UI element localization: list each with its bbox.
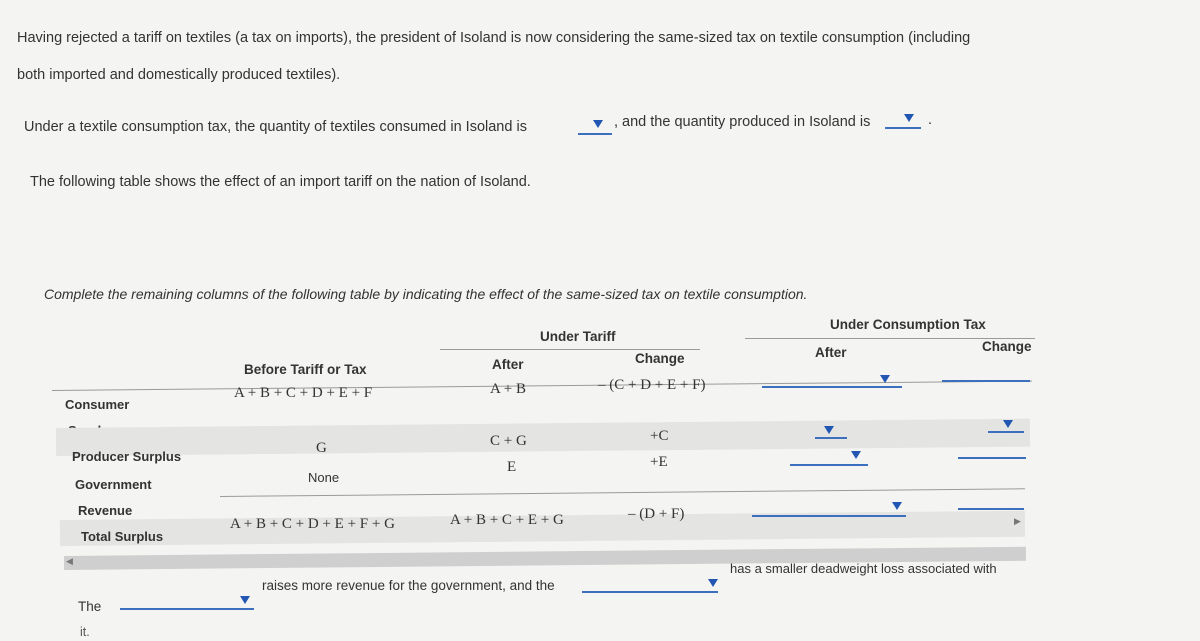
producer-change-dropdown[interactable] [988, 431, 1024, 433]
complete-instruction: Complete the remaining columns of the following table by indicating the effect of the same-sized tax on textile consumption. [44, 286, 808, 302]
producer-change-arrow-icon[interactable] [1003, 420, 1013, 428]
bottom-the: The [78, 599, 102, 614]
government-change-value: +E [650, 454, 668, 470]
bottom-middle-text: raises more revenue for the government, and the [262, 578, 555, 593]
table-intro: The following table shows the effect of an import tariff on the nation of Isoland. [30, 174, 531, 190]
header-under-tariff: Under Tariff [540, 329, 616, 344]
total-after-arrow-icon[interactable] [892, 502, 902, 510]
revenue-policy-arrow-icon[interactable] [240, 596, 250, 604]
row-label-producer: Producer Surplus [72, 449, 182, 464]
government-after-dropdown[interactable] [790, 464, 868, 466]
header-after-tariff: After [492, 357, 524, 372]
government-after-value: E [507, 459, 517, 475]
row-label-consumer: Consumer [65, 397, 130, 412]
under-tariff-rule [440, 349, 700, 350]
consumer-before-value: A + B + C + D + E + F [234, 385, 373, 401]
total-before-value: A + B + C + D + E + F + G [230, 516, 395, 532]
producer-change-value: +C [650, 428, 669, 444]
government-change-dropdown[interactable] [958, 457, 1026, 459]
deadweight-policy-dropdown[interactable] [582, 591, 718, 593]
question1-period: . [928, 112, 933, 128]
producer-before-value: G [316, 440, 327, 456]
total-change-dropdown[interactable] [958, 508, 1024, 510]
header-before-tariff: Before Tariff or Tax [244, 362, 367, 377]
government-before-value: None [308, 470, 340, 485]
row-label-government: Government [75, 477, 152, 492]
consumer-after-value: A + B [490, 381, 526, 397]
consumer-change-dropdown[interactable] [942, 380, 1030, 382]
producer-after-dropdown[interactable] [815, 437, 847, 439]
row-label-total: Total Surplus [81, 529, 164, 544]
consumed-quantity-dropdown[interactable] [578, 133, 612, 135]
header-change-tariff: Change [635, 351, 685, 366]
question1-text: Under a textile consumption tax, the quantity of textiles consumed in Isoland is [24, 119, 527, 135]
consumer-change-value: – (C + D + E + F) [598, 377, 706, 393]
revenue-policy-dropdown[interactable] [120, 608, 254, 610]
produced-dropdown-arrow-icon[interactable] [904, 114, 914, 122]
bottom-end-text: has a smaller deadweight loss associated with [730, 561, 997, 576]
produced-quantity-dropdown[interactable] [885, 127, 921, 129]
question1-text-2: , and the quantity produced in Isoland is [614, 114, 871, 130]
consumer-after-arrow-icon[interactable] [880, 375, 890, 383]
consumer-after-dropdown[interactable] [762, 386, 902, 388]
header-after-consumption: After [815, 345, 847, 360]
total-after-dropdown[interactable] [752, 515, 906, 517]
total-change-value: – (D + F) [628, 506, 685, 522]
government-row-divider [220, 488, 1025, 497]
intro-line-2: both imported and domestically produced textiles). [17, 67, 341, 83]
total-after-value: A + B + C + E + G [450, 512, 564, 528]
bottom-it: it. [80, 625, 90, 639]
government-after-arrow-icon[interactable] [851, 451, 861, 459]
intro-line-1: Having rejected a tariff on textiles (a tax on imports), the president of Isoland is now considering the same-sized tax on textile consumption (including [17, 30, 971, 46]
row-label-revenue: Revenue [78, 503, 133, 518]
header-change-consumption: Change [982, 339, 1032, 354]
consumed-dropdown-arrow-icon[interactable] [593, 120, 603, 128]
producer-row-background [56, 419, 1030, 456]
producer-after-arrow-icon[interactable] [824, 426, 834, 434]
scroll-left-arrow-icon[interactable]: ◀ [66, 556, 73, 566]
scroll-right-arrow-icon[interactable]: ▶ [1014, 516, 1021, 526]
deadweight-policy-arrow-icon[interactable] [708, 579, 718, 587]
producer-after-value: C + G [490, 433, 527, 449]
header-under-consumption-tax: Under Consumption Tax [830, 317, 986, 332]
